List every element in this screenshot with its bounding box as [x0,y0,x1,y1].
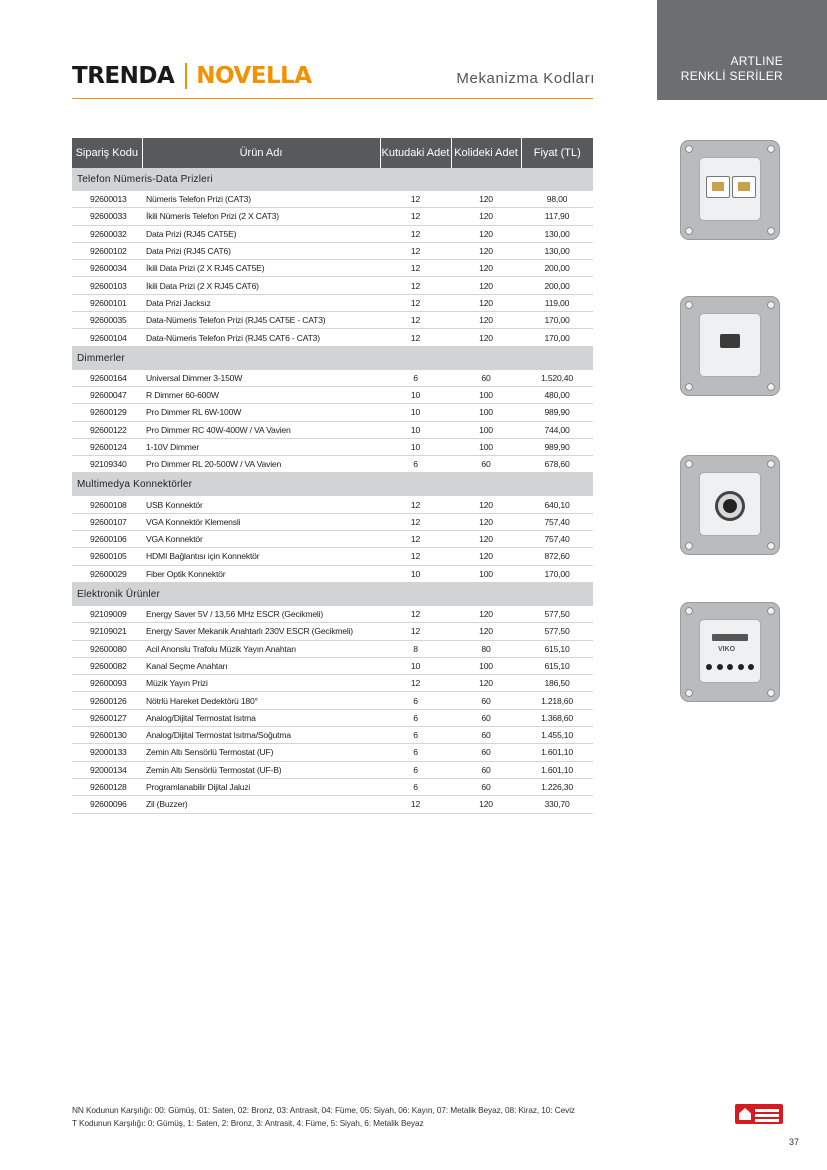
product-name-cell: Data-Nümeris Telefon Prizi (RJ45 CAT5E - CAT3) [142,312,380,329]
section-title: Elektronik Ürünler [72,582,593,606]
carton-qty-cell: 120 [451,606,521,623]
section-title: Telefon Nümeris-Data Prizleri [72,168,593,191]
price-table-container [72,138,593,814]
series-line-2: RENKLİ SERİLER [680,69,783,83]
box-qty-cell: 12 [380,225,451,242]
table-row [72,548,593,565]
footer-notes [72,1104,632,1130]
carton-qty-cell: 120 [451,277,521,294]
table-row [72,438,593,455]
table-section-row [72,473,593,497]
table-row [72,513,593,530]
table-row [72,421,593,438]
box-qty-cell: 10 [380,421,451,438]
order-code-cell: 92600013 [72,191,142,208]
order-code-cell: 92600107 [72,513,142,530]
price-cell: 615,10 [521,640,593,657]
product-name-cell: İkili Nümeris Telefon Prizi (2 X CAT3) [142,208,380,225]
carton-qty-cell: 100 [451,404,521,421]
order-code-cell: 92600047 [72,386,142,403]
box-qty-cell: 10 [380,438,451,455]
box-qty-cell: 6 [380,370,451,387]
price-cell: 1.226,30 [521,778,593,795]
price-cell: 757,40 [521,513,593,530]
series-badge [657,0,827,100]
table-row [72,294,593,311]
carton-qty-cell: 60 [451,761,521,778]
box-qty-cell: 6 [380,778,451,795]
price-cell: 186,50 [521,675,593,692]
product-image-dimmer [680,455,780,555]
order-code-cell: 92600101 [72,294,142,311]
price-cell: 170,00 [521,312,593,329]
table-row [72,370,593,387]
price-cell: 1.368,60 [521,709,593,726]
order-code-cell: 92600127 [72,709,142,726]
box-qty-cell: 6 [380,761,451,778]
order-code-cell: 92600130 [72,727,142,744]
price-cell: 744,00 [521,421,593,438]
carton-qty-cell: 120 [451,208,521,225]
carton-qty-cell: 120 [451,796,521,813]
carton-qty-cell: 120 [451,548,521,565]
product-name-cell: Müzik Yayın Prizi [142,675,380,692]
product-name-cell: Pro Dimmer RL 20-500W / VA Vavien [142,456,380,473]
carton-qty-cell: 80 [451,640,521,657]
table-row [72,191,593,208]
order-code-cell: 92600034 [72,260,142,277]
price-cell: 1.520,40 [521,370,593,387]
box-qty-cell: 12 [380,242,451,259]
product-name-cell: Data Prizi Jacksız [142,294,380,311]
order-code-cell: 92600032 [72,225,142,242]
price-cell: 170,00 [521,329,593,346]
carton-qty-cell: 100 [451,386,521,403]
carton-qty-cell: 120 [451,294,521,311]
price-cell: 577,50 [521,606,593,623]
price-cell: 119,00 [521,294,593,311]
box-qty-cell: 12 [380,606,451,623]
box-qty-cell: 10 [380,404,451,421]
carton-qty-cell: 120 [451,312,521,329]
table-row [72,606,593,623]
order-code-cell: 92000133 [72,744,142,761]
box-qty-cell: 12 [380,531,451,548]
carton-qty-cell: 100 [451,565,521,582]
table-row [72,329,593,346]
carton-qty-cell: 60 [451,727,521,744]
carton-qty-cell: 120 [451,260,521,277]
product-name-cell: Analog/Dijital Termostat Isıtma/Soğutma [142,727,380,744]
dimmer-knob-icon [715,491,745,521]
section-title: Multimedya Konnektörler [72,473,593,497]
order-code-cell: 92600082 [72,657,142,674]
rj45-port-icon [706,176,730,198]
price-cell: 989,90 [521,438,593,455]
carton-qty-cell: 100 [451,657,521,674]
table-row [72,565,593,582]
product-name-cell: VGA Konnektör Klemensli [142,513,380,530]
product-name-cell: 1-10V Dimmer [142,438,380,455]
product-name-cell: İkili Data Prizi (2 X RJ45 CAT6) [142,277,380,294]
box-qty-cell: 12 [380,277,451,294]
table-row [72,657,593,674]
product-name-cell: Programlanabilir Dijital Jaluzi [142,778,380,795]
footer-t-code-legend: T Kodunun Karşılığı: 0: Gümüş, 1: Saten, 2: Bronz, 3: Antrasit, 4: Füme, 5: Siyah, 6: Metalik Beyaz [72,1118,424,1128]
order-code-cell: 92600093 [72,675,142,692]
table-row [72,277,593,294]
product-name-cell: Nötrlü Hareket Dedektörü 180° [142,692,380,709]
product-name-cell: Universal Dimmer 3-150W [142,370,380,387]
product-name-cell: Analog/Dijital Termostat Isıtma [142,709,380,726]
carton-qty-cell: 60 [451,692,521,709]
table-header-row [72,138,593,168]
box-qty-cell: 12 [380,623,451,640]
order-code-cell: 92600080 [72,640,142,657]
table-row [72,675,593,692]
product-name-cell: Energy Saver 5V / 13,56 MHz ESCR (Gecikmeli) [142,606,380,623]
table-row [72,208,593,225]
order-code-cell: 92600102 [72,242,142,259]
table-row [72,260,593,277]
box-qty-cell: 12 [380,329,451,346]
price-table [72,138,593,814]
price-cell: 872,60 [521,548,593,565]
thermostat-leds-icon [706,664,754,670]
rj45-port-icon [732,176,756,198]
table-row [72,727,593,744]
product-name-cell: R Dimmer 60-600W [142,386,380,403]
product-name-cell: Kanal Seçme Anahtarı [142,657,380,674]
order-code-cell: 92600122 [72,421,142,438]
order-code-cell: 92600108 [72,496,142,513]
product-name-cell: Pro Dimmer RL 6W-100W [142,404,380,421]
carton-qty-cell: 120 [451,191,521,208]
table-row [72,778,593,795]
box-qty-cell: 12 [380,513,451,530]
viko-logo-icon [735,1104,783,1124]
carton-qty-cell: 60 [451,456,521,473]
carton-qty-cell: 60 [451,744,521,761]
product-name-cell: Fiber Optik Konnektör [142,565,380,582]
order-code-cell: 92600105 [72,548,142,565]
box-qty-cell: 12 [380,260,451,277]
column-header-carton-qty: Kolideki Adet [451,138,521,168]
table-row [72,531,593,548]
price-cell: 1.601,10 [521,744,593,761]
carton-qty-cell: 120 [451,242,521,259]
price-cell: 98,00 [521,191,593,208]
product-name-cell: VGA Konnektör [142,531,380,548]
table-row [72,386,593,403]
price-cell: 330,70 [521,796,593,813]
product-brand-label: VIKO [718,646,736,653]
price-cell: 117,90 [521,208,593,225]
carton-qty-cell: 120 [451,675,521,692]
price-cell: 678,60 [521,456,593,473]
product-name-cell: Energy Saver Mekanik Anahtarlı 230V ESCR (Gecikmeli) [142,623,380,640]
table-row [72,496,593,513]
price-cell: 130,00 [521,225,593,242]
carton-qty-cell: 120 [451,225,521,242]
box-qty-cell: 10 [380,657,451,674]
box-qty-cell: 8 [380,640,451,657]
box-qty-cell: 6 [380,692,451,709]
order-code-cell: 92109340 [72,456,142,473]
product-name-cell: Data Prizi (RJ45 CAT6) [142,242,380,259]
price-cell: 1.455,10 [521,727,593,744]
price-cell: 170,00 [521,565,593,582]
carton-qty-cell: 120 [451,496,521,513]
product-name-cell: Data Prizi (RJ45 CAT5E) [142,225,380,242]
box-qty-cell: 12 [380,548,451,565]
carton-qty-cell: 120 [451,531,521,548]
product-name-cell: Zemin Altı Sensörlü Termostat (UF) [142,744,380,761]
product-name-cell: Acil Anonslu Trafolu Müzik Yayın Anahtarı [142,640,380,657]
page-title: Mekanizma Kodları [456,70,595,87]
box-qty-cell: 6 [380,727,451,744]
box-qty-cell: 12 [380,496,451,513]
carton-qty-cell: 60 [451,709,521,726]
product-name-cell: USB Konnektör [142,496,380,513]
order-code-cell: 92000134 [72,761,142,778]
product-name-cell: İkili Data Prizi (2 X RJ45 CAT5E) [142,260,380,277]
table-row [72,640,593,657]
column-header-product-name: Ürün Adı [142,138,380,168]
price-cell: 615,10 [521,657,593,674]
order-code-cell: 92600035 [72,312,142,329]
usb-port-icon [720,334,740,348]
product-name-cell: Data-Nümeris Telefon Prizi (RJ45 CAT6 - CAT3) [142,329,380,346]
carton-qty-cell: 100 [451,421,521,438]
order-code-cell: 92600128 [72,778,142,795]
table-row [72,623,593,640]
column-header-box-qty: Kutudaki Adet [380,138,451,168]
price-cell: 1.601,10 [521,761,593,778]
product-name-cell: Zil (Buzzer) [142,796,380,813]
carton-qty-cell: 60 [451,370,521,387]
box-qty-cell: 6 [380,744,451,761]
order-code-cell: 92600096 [72,796,142,813]
product-image-rj45 [680,140,780,240]
price-cell: 577,50 [521,623,593,640]
column-header-order-code: Sipariş Kodu [72,138,142,168]
order-code-cell: 92600129 [72,404,142,421]
order-code-cell: 92600126 [72,692,142,709]
price-cell: 130,00 [521,242,593,259]
page-number: 37 [788,1137,799,1147]
brand-novella: NOVELLA [196,63,312,89]
order-code-cell: 92600106 [72,531,142,548]
brand-trenda: TRENDA [72,63,175,89]
table-body [72,168,593,813]
order-code-cell: 92600124 [72,438,142,455]
carton-qty-cell: 120 [451,329,521,346]
column-header-price: Fiyat (TL) [521,138,593,168]
box-qty-cell: 12 [380,294,451,311]
table-row [72,242,593,259]
order-code-cell: 92600029 [72,565,142,582]
box-qty-cell: 12 [380,312,451,329]
product-image-usb [680,296,780,396]
box-qty-cell: 10 [380,386,451,403]
brand-divider [185,63,187,89]
table-section-row [72,346,593,370]
box-qty-cell: 12 [380,208,451,225]
order-code-cell: 92600104 [72,329,142,346]
header-divider [72,98,593,99]
order-code-cell: 92109009 [72,606,142,623]
table-row [72,709,593,726]
table-row [72,312,593,329]
table-row [72,225,593,242]
carton-qty-cell: 120 [451,513,521,530]
table-row [72,796,593,813]
table-section-row [72,168,593,191]
order-code-cell: 92600164 [72,370,142,387]
footer-nn-code-legend: NN Kodunun Karşılığı: 00: Gümüş, 01: Saten, 02: Bronz, 03: Antrasit, 04: Füme, 05: Siyah, 06: Kayın, 07: Metalik Beyaz, 08: Kiraz, 10: Ceviz [72,1105,575,1115]
table-row [72,744,593,761]
table-row [72,456,593,473]
box-qty-cell: 12 [380,796,451,813]
price-cell: 989,90 [521,404,593,421]
price-cell: 200,00 [521,277,593,294]
table-row [72,692,593,709]
price-cell: 200,00 [521,260,593,277]
product-name-cell: Nümeris Telefon Prizi (CAT3) [142,191,380,208]
box-qty-cell: 6 [380,709,451,726]
carton-qty-cell: 120 [451,623,521,640]
product-name-cell: Zemin Altı Sensörlü Termostat (UF-B) [142,761,380,778]
box-qty-cell: 12 [380,675,451,692]
brand-logo [72,62,312,90]
price-cell: 757,40 [521,531,593,548]
price-cell: 480,00 [521,386,593,403]
price-cell: 640,10 [521,496,593,513]
section-title: Dimmerler [72,346,593,370]
table-row [72,404,593,421]
box-qty-cell: 6 [380,456,451,473]
table-row [72,761,593,778]
series-line-1: ARTLINE [730,54,783,68]
price-cell: 1.218,60 [521,692,593,709]
table-section-row [72,582,593,606]
order-code-cell: 92109021 [72,623,142,640]
carton-qty-cell: 100 [451,438,521,455]
carton-qty-cell: 60 [451,778,521,795]
order-code-cell: 92600033 [72,208,142,225]
order-code-cell: 92600103 [72,277,142,294]
product-image-thermostat [680,602,780,702]
box-qty-cell: 12 [380,191,451,208]
product-name-cell: Pro Dimmer RC 40W-400W / VA Vavien [142,421,380,438]
box-qty-cell: 10 [380,565,451,582]
product-name-cell: HDMI Bağlantısı için Konnektör [142,548,380,565]
